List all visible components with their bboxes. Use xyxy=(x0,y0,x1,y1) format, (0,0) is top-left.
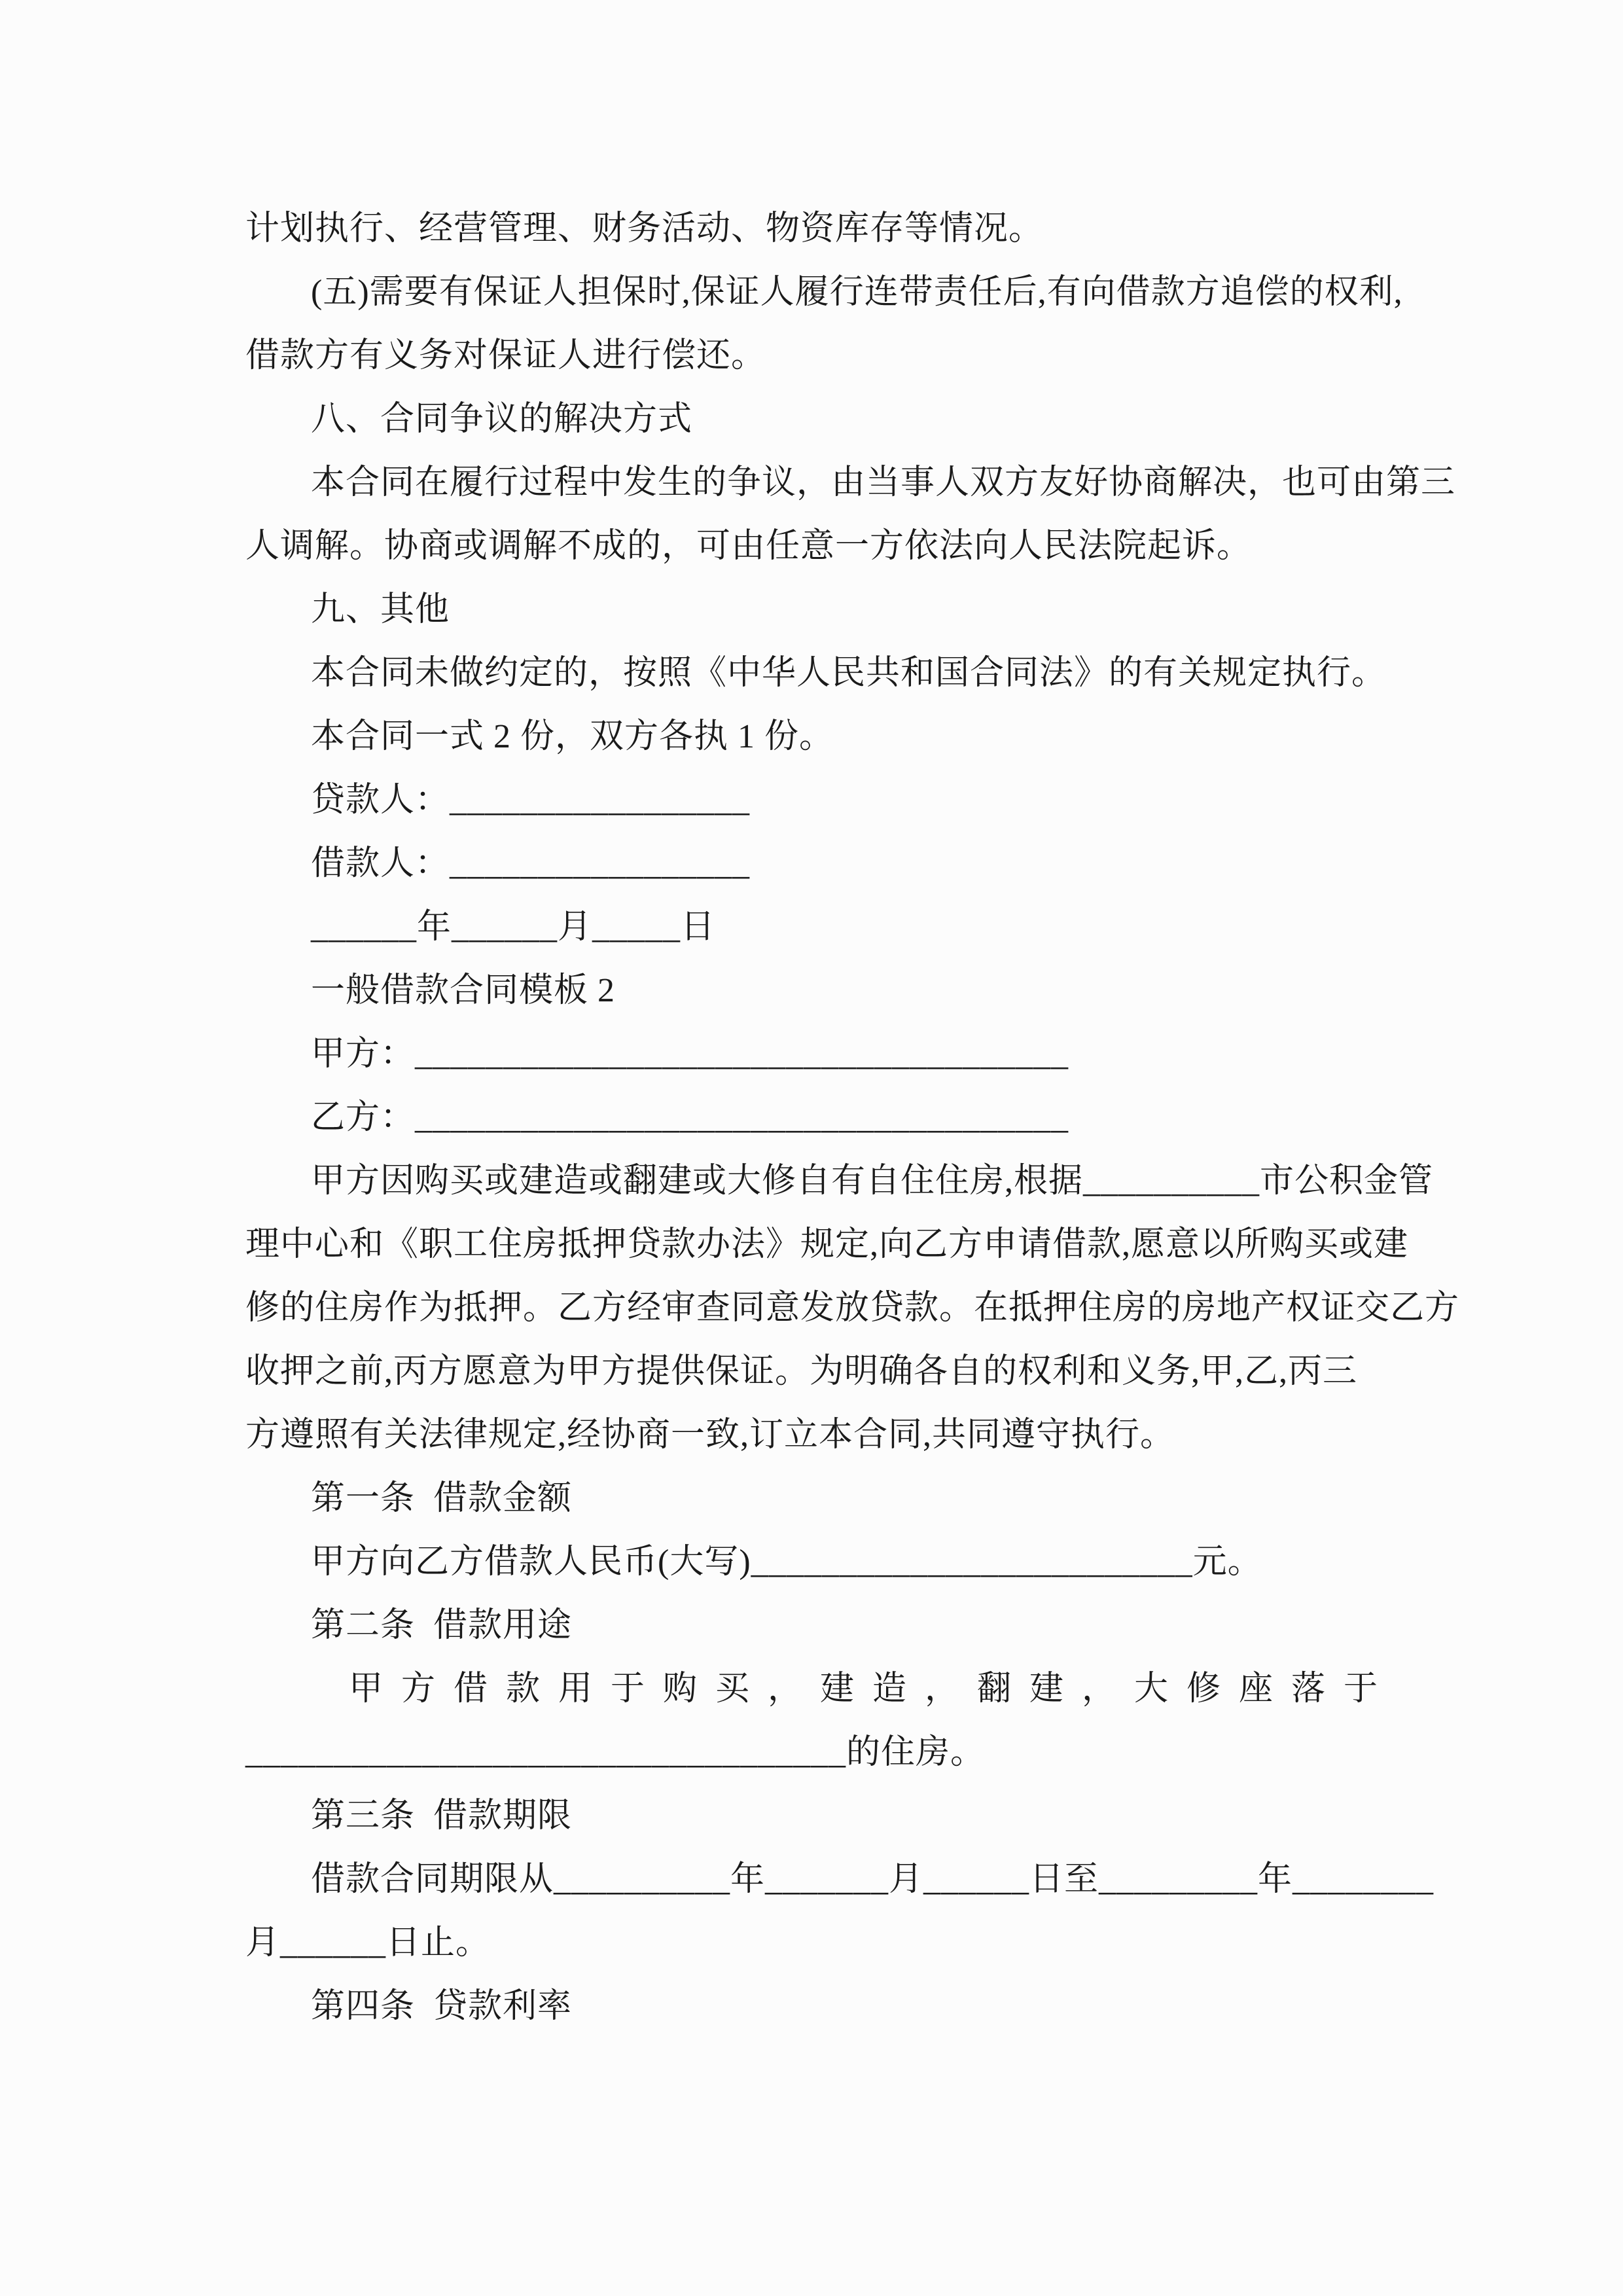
text-line-6: 人调解。协商或调解不成的，可由任意一方依法向人民法院起诉。 xyxy=(245,528,1252,565)
text-line-18: 修的住房作为抵押。乙方经审查同意发放贷款。在抵押住房的房地产权证交乙方 xyxy=(245,1289,1460,1327)
text-line-12: ______年______月_____日 xyxy=(311,908,716,946)
text-line-26: 第三条 借款期限 xyxy=(311,1797,573,1835)
text-line-17: 理中心和《职工住房抵押贷款办法》规定,向乙方申请借款,愿意以所购买或建 xyxy=(245,1226,1409,1263)
text-line-3: 借款方有义务对保证人进行偿还。 xyxy=(245,337,766,374)
text-line-20: 方遵照有关法律规定,经协商一致,订立本合同,共同遵守执行。 xyxy=(245,1416,1175,1454)
text-line-27: 借款合同期限从__________年_______月______日至_________年________ xyxy=(311,1861,1435,1898)
text-line-24: 甲方借款用于购买，建造，翻建，大修座落于 xyxy=(349,1670,1397,1708)
text-line-23: 第二条 借款用途 xyxy=(311,1607,573,1644)
text-line-9: 本合同一式 2 份，双方各执 1 份。 xyxy=(311,718,834,755)
text-line-21: 第一条 借款金额 xyxy=(311,1480,573,1517)
text-line-11: 借款人：_________________ xyxy=(311,845,751,882)
text-line-13: 一般借款合同模板 2 xyxy=(311,972,616,1009)
text-line-29: 第四条 贷款利率 xyxy=(311,1988,573,2025)
text-line-5: 本合同在履行过程中发生的争议，由当事人双方友好协商解决，也可由第三 xyxy=(311,464,1456,501)
text-line-7: 九、其他 xyxy=(311,591,450,628)
text-line-14: 甲方：_____________________________________ xyxy=(311,1035,1069,1073)
text-line-1: 计划执行、经营管理、财务活动、物资库存等情况。 xyxy=(245,210,1044,247)
text-line-4: 八、合同争议的解决方式 xyxy=(311,401,693,438)
text-line-10: 贷款人：_________________ xyxy=(311,781,751,819)
text-line-2: (五)需要有保证人担保时,保证人履行连带责任后,有向借款方追偿的权利, xyxy=(311,274,1403,311)
text-line-8: 本合同未做约定的，按照《中华人民共和国合同法》的有关规定执行。 xyxy=(311,655,1387,692)
text-line-16: 甲方因购买或建造或翻建或大修自有自住住房,根据__________市公积金管 xyxy=(311,1162,1434,1200)
text-line-25: __________________________________的住房。 xyxy=(245,1734,986,1771)
document-body xyxy=(245,197,1460,2038)
text-line-28: 月______日止。 xyxy=(245,1924,491,1962)
text-line-19: 收押之前,丙方愿意为甲方提供保证。为明确各自的权利和义务,甲,乙,丙三 xyxy=(245,1353,1358,1390)
text-line-22: 甲方向乙方借款人民币(大写)_________________________元。 xyxy=(311,1543,1262,1581)
text-line-15: 乙方：_____________________________________ xyxy=(311,1099,1069,1136)
